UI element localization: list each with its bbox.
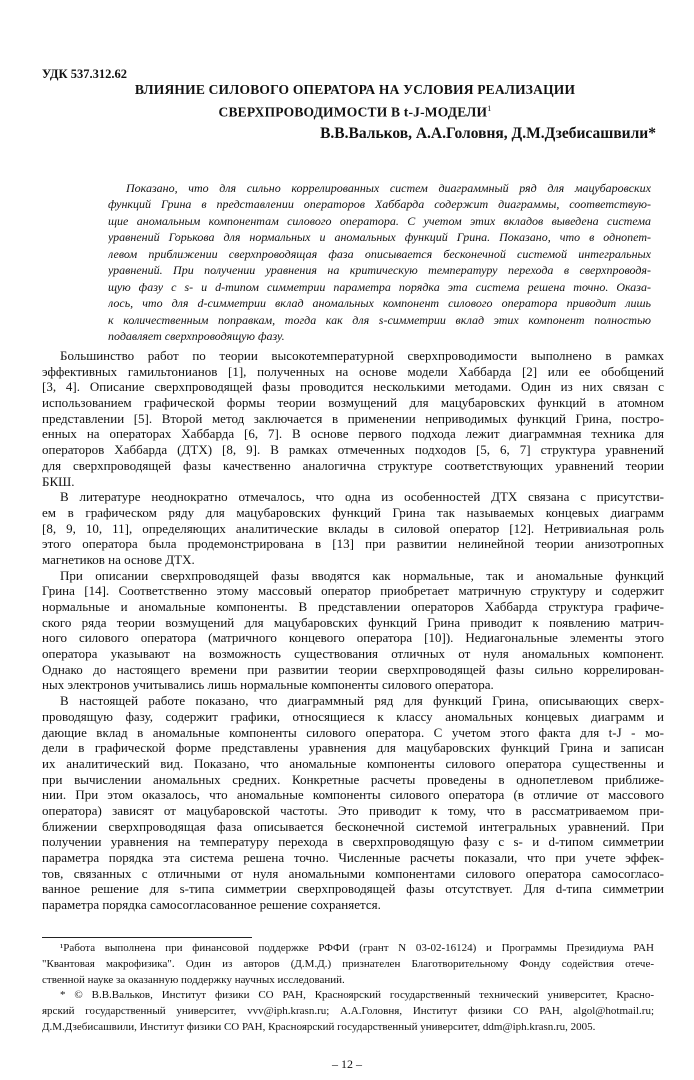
footnote-line: * © В.В.Вальков, Институт физики СО РАН, Красноярский государственный технический университет, Красно-	[60, 989, 654, 1002]
abstract-line: лось, что для d-симметрии вклад аномальных компонент силового оператора приводит лишь	[108, 296, 651, 311]
paragraph-line: операторов Хаббарда (ДТХ) [8, 9]. В рамках отмеченных подходов [5, 6, 7] структура уравнений	[42, 442, 664, 458]
paragraph-line: дающие вклад в аномальные компоненты силового оператора. С учетом этого факта для t-J - мо-	[42, 724, 664, 740]
title-line-2	[40, 99, 670, 122]
footnotes	[42, 941, 654, 1036]
abstract-line: уравнений Горькова для нормальных и аномальных функций Грина. Показано, что в однопет-	[108, 230, 651, 245]
title-line-2-text: СВЕРХПРОВОДИМОСТИ В t-J-МОДЕЛИ	[218, 104, 488, 120]
paragraph-line: магнетиков на основе ДТХ.	[42, 551, 195, 567]
paragraph-line: тов, связанных с отличными от нуля аномальными компонентами силового оператора самосогласо-	[42, 865, 664, 881]
abstract-line: щую фазу с s- и d-типом симметрии параметра порядка эта система решена точно. Оказа-	[108, 279, 651, 294]
paragraph	[42, 348, 664, 489]
paragraph-line: эффективных гамильтонианов [1], полученных на основе модели Хаббарда [2] или ее обобщений	[42, 363, 664, 379]
paragraph-line: ных электронов учитывались лишь нормальные компоненты силового оператора.	[42, 677, 494, 693]
abstract-line: щие аномальным компонентам силового оператора. С учетом этих вкладов выведена система	[108, 213, 651, 228]
article-title	[40, 80, 670, 122]
title-line-1: ВЛИЯНИЕ СИЛОВОГО ОПЕРАТОРА НА УСЛОВИЯ РЕАЛИЗАЦИИ	[134, 82, 576, 97]
abstract-line: Показано, что для сильно коррелированных систем диаграммный ряд для мацубаровских	[126, 181, 651, 195]
paragraph-line: получении уравнения на температуру перехода в сверхпроводящую фазу с s- и d-типом симметрии	[42, 834, 664, 850]
paragraph	[42, 693, 664, 913]
paragraph-line: проводящую фазу, содержит графики, относящиеся к классу аномальных концевых диаграмм и	[42, 708, 664, 724]
udk-code: УДК 537.312.62	[42, 67, 127, 81]
paragraph-line: При описании сверхпроводящей фазы вводятся как нормальные, так и аномальные функций	[60, 567, 664, 583]
footnote-line: ственной науке за оказанную поддержку научных исследований.	[42, 973, 345, 986]
paragraph-line: ванное решение для s-типа симметрии сверхпроводящей фазы отсутствует. Для d-типа симметрии	[42, 881, 664, 897]
paragraph-line: [3, 4]. Описание сверхпроводящей фазы проводится несколькими методами. Один из них связан с	[42, 379, 664, 395]
paragraph-line: Однако до настоящего времени при развитии теории сверхпроводящей фазы сильно коррелирован-	[42, 661, 664, 677]
paragraph-line: при вычислении аномальных средних. Конкретные расчеты проведены в однопетлевом приближе-	[42, 771, 664, 787]
page-number: – 12 –	[332, 1057, 362, 1071]
abstract-line: к количественным поправкам, тогда как для s-симметрии вклад этих компонент полностью	[108, 312, 651, 327]
paragraph-line: [8, 9, 10, 11], определяющих аналитические вклады в силовой оператор [12]. Нетривиальная роль	[42, 520, 664, 536]
abstract-line: уравнений. При получении уравнения на критическую температуру перехода в сверхпроводя-	[108, 263, 651, 278]
paragraph-line: нии. При этом оказалось, что аномальные компоненты силового оператора (в отличие от массового	[42, 787, 664, 803]
paragraph	[42, 489, 664, 567]
paragraph-line: В литературе неоднократно отмечалось, что одна из особенностей ДТХ связана с присутстви-	[60, 489, 664, 505]
paragraph-line: нормальные и аномальные компоненты. В представлении операторов Хаббарда структура графиче-	[42, 599, 664, 614]
title-footnote-mark: 1	[487, 104, 492, 113]
paragraph-line: ближении сверхпроводящая фаза описывается бесконечной системой интегральных уравнений. При	[42, 818, 664, 834]
paragraph	[42, 568, 664, 694]
footnote-line: ярский государственный университет, vvv@iph.krasn.ru; А.А.Головня, Институт физики СО РАН, algol@hotmail.ru;	[42, 1005, 654, 1018]
paragraph-line: параметра порядка самосогласованное решение сохраняется.	[42, 897, 381, 913]
abstract-line: функций Грина в представлении операторов Хаббарда содержит диаграммы, соответствую-	[108, 197, 651, 212]
footnote-divider	[42, 937, 252, 938]
paragraph-line: дели в графической форме представлены уравнения для мацубаровских функций Грина и записан	[42, 740, 664, 756]
paragraph-line: оператора указывают на возможность существования отличных от нуля аномальных компонент.	[42, 646, 664, 662]
paragraph-line: для сверхпроводящей фазы качественно аналогична структуре соответствующих уравнений теории	[42, 457, 664, 473]
paragraph-line: ем в графическом ряду для мацубаровских функций Грина так называемых концевых диаграмм	[42, 504, 664, 520]
abstract-line: подавляет сверхпроводящую фазу.	[108, 329, 285, 344]
paragraph-line: использованием графической формы теории возмущений для мацубаровских функций в атомном	[42, 395, 664, 411]
paragraph-line: Грина [14]. Соответственно этому массовый оператор приобретает матричную структуру и содержит	[42, 583, 664, 599]
paragraph-line: Большинство работ по теории высокотемпературной сверхпроводимости выполнено в рамках	[60, 348, 664, 363]
paragraph-line: ного силового оператора (матричного концевого оператора [10]). Недиагональные элементы этого	[42, 630, 664, 646]
paragraph-line: ского ряда теории возмущений для мацубаровских функций Грина приводит к появлению матрич-	[42, 614, 664, 630]
paragraph-line: енных на операторах Хаббарда [6, 7]. В основе первого подхода лежит диаграммная техника для	[42, 426, 664, 442]
abstract	[108, 180, 651, 345]
footnote-line: Д.М.Дзебисашвили, Институт физики СО РАН, Красноярский государственный университет, ddm@iph.krasn.ru, 2005.	[42, 1020, 596, 1033]
footnote-line: ¹Работа выполнена при финансовой поддержке РФФИ (грант N 03-02-16124) и Программы Президиума РАН	[60, 942, 654, 954]
article-body	[42, 348, 664, 913]
paragraph-line: параметра порядка эта система решена точно. Численные расчеты показали, что при учете эффек-	[42, 850, 664, 865]
paragraph-line: БКШ.	[42, 473, 75, 489]
paragraph-line: этого оператора была продемонстрирована в [13] при развитии нелинейной теории анизотропных	[42, 536, 664, 552]
footnote-line: "Квантовая макрофизика". Один из авторов (Д.М.Д.) признателен Благотворительному Фонду содействия отече-	[42, 957, 654, 970]
paragraph-line: представлении [5]. Второй метод заключается в применении неприводимых функций Грина, постро-	[42, 410, 664, 426]
abstract-line: левом приближении сверхпроводящая фаза описывается бесконечной системой интегральных	[108, 246, 651, 261]
paragraph-line: оператора) зависят от мацубаровской частоты. Это приводит к тому, что в рассматриваемом при-	[42, 802, 664, 818]
authors: В.В.Вальков, А.А.Головня, Д.М.Дзебисашвили*	[320, 125, 656, 142]
paragraph-line: их аналитический вид. Показано, что аномальные компоненты силового оператора существенны и	[42, 755, 664, 771]
paragraph-line: В настоящей работе показано, что диаграммный ряд для функций Грина, описывающих сверх-	[60, 693, 664, 709]
